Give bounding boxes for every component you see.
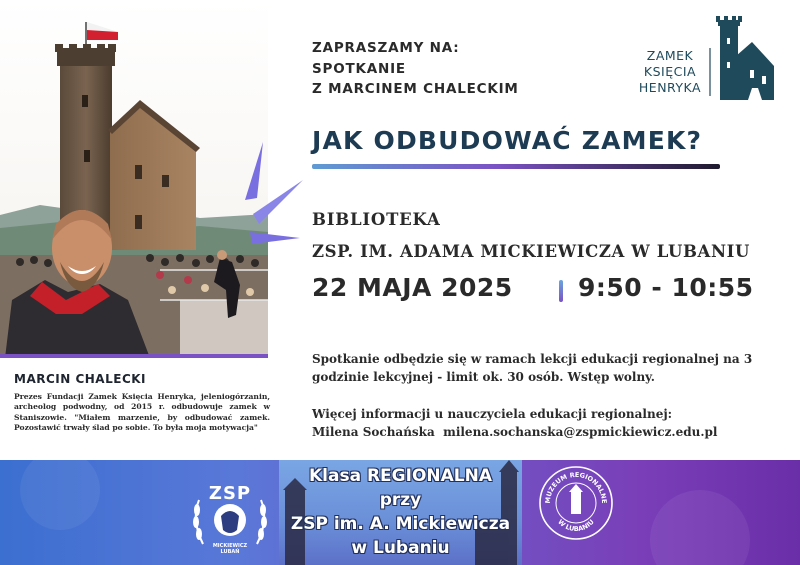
event-title: JAK ODBUDOWAĆ ZAMEK? bbox=[312, 126, 703, 155]
klasa-line: Klasa REGIONALNA bbox=[308, 466, 492, 486]
zsp-sub-line: LUBAŃ bbox=[220, 549, 240, 555]
contact-intro: Więcej informacji u nauczyciela edukacji regionalnej: bbox=[312, 407, 673, 421]
zsp-sub-line: MICKIEWICZ bbox=[212, 543, 248, 549]
intro-block bbox=[312, 38, 519, 100]
klasa-regionalna-text bbox=[279, 464, 522, 560]
museum-top-label: MUZEUM REGIONALNE bbox=[543, 470, 609, 504]
date-time-separator bbox=[559, 280, 563, 302]
info-paragraph: Spotkanie odbędzie się w ramach lekcji edukacji regionalnej na 3 godzinie lekcyjnej - limit ok. 30 osób. Wstęp wolny. bbox=[312, 352, 753, 384]
museum-bottom-label: W LUBANIU bbox=[556, 517, 596, 534]
museum-logo-icon bbox=[537, 464, 615, 542]
event-time: 9:50 - 10:55 bbox=[578, 273, 754, 302]
intro-line: SPOTKANIE bbox=[312, 60, 406, 77]
klasa-line: przy bbox=[379, 490, 422, 510]
klasa-line: ZSP im. A. Mickiewicza bbox=[290, 514, 511, 534]
contact-paragraph bbox=[312, 405, 782, 441]
speaker-bio: Prezes Fundacji Zamek Księcia Henryka, jeleniogórzanin, archeolog podwodny, od 2015 r. odbudowuje zamek w Staniszowie. "Miałem marzenie, by odbudować zamek. Pozostawić trwały ślad po sobie. To była moja motywacja" bbox=[14, 392, 270, 433]
intro-line: ZAPRASZAMY NA: bbox=[312, 40, 460, 56]
logo-text bbox=[630, 48, 710, 96]
location-line: BIBLIOTEKA bbox=[312, 210, 441, 229]
speaker-name: MARCIN CHALECKI bbox=[14, 372, 147, 386]
burst-decoration bbox=[205, 140, 305, 250]
klasa-line: w Lubaniu bbox=[351, 538, 450, 558]
intro-line: Z MARCINEM CHALECKIM bbox=[312, 81, 519, 97]
logo-line: ZAMEK bbox=[646, 48, 694, 63]
logo-line: HENRYKA bbox=[638, 80, 702, 95]
location-line: ZSP. IM. ADAMA MICKIEWICZA W LUBANIU bbox=[312, 242, 750, 261]
logo-line: KSIĘCIA bbox=[643, 64, 697, 79]
zsp-label: ZSP bbox=[208, 483, 252, 504]
zsp-subtitle bbox=[185, 543, 275, 555]
title-underline bbox=[312, 164, 720, 169]
event-date: 22 MAJA 2025 bbox=[312, 273, 513, 302]
contact-email: Milena Sochańska milena.sochanska@zspmickiewicz.edu.pl bbox=[312, 425, 718, 439]
